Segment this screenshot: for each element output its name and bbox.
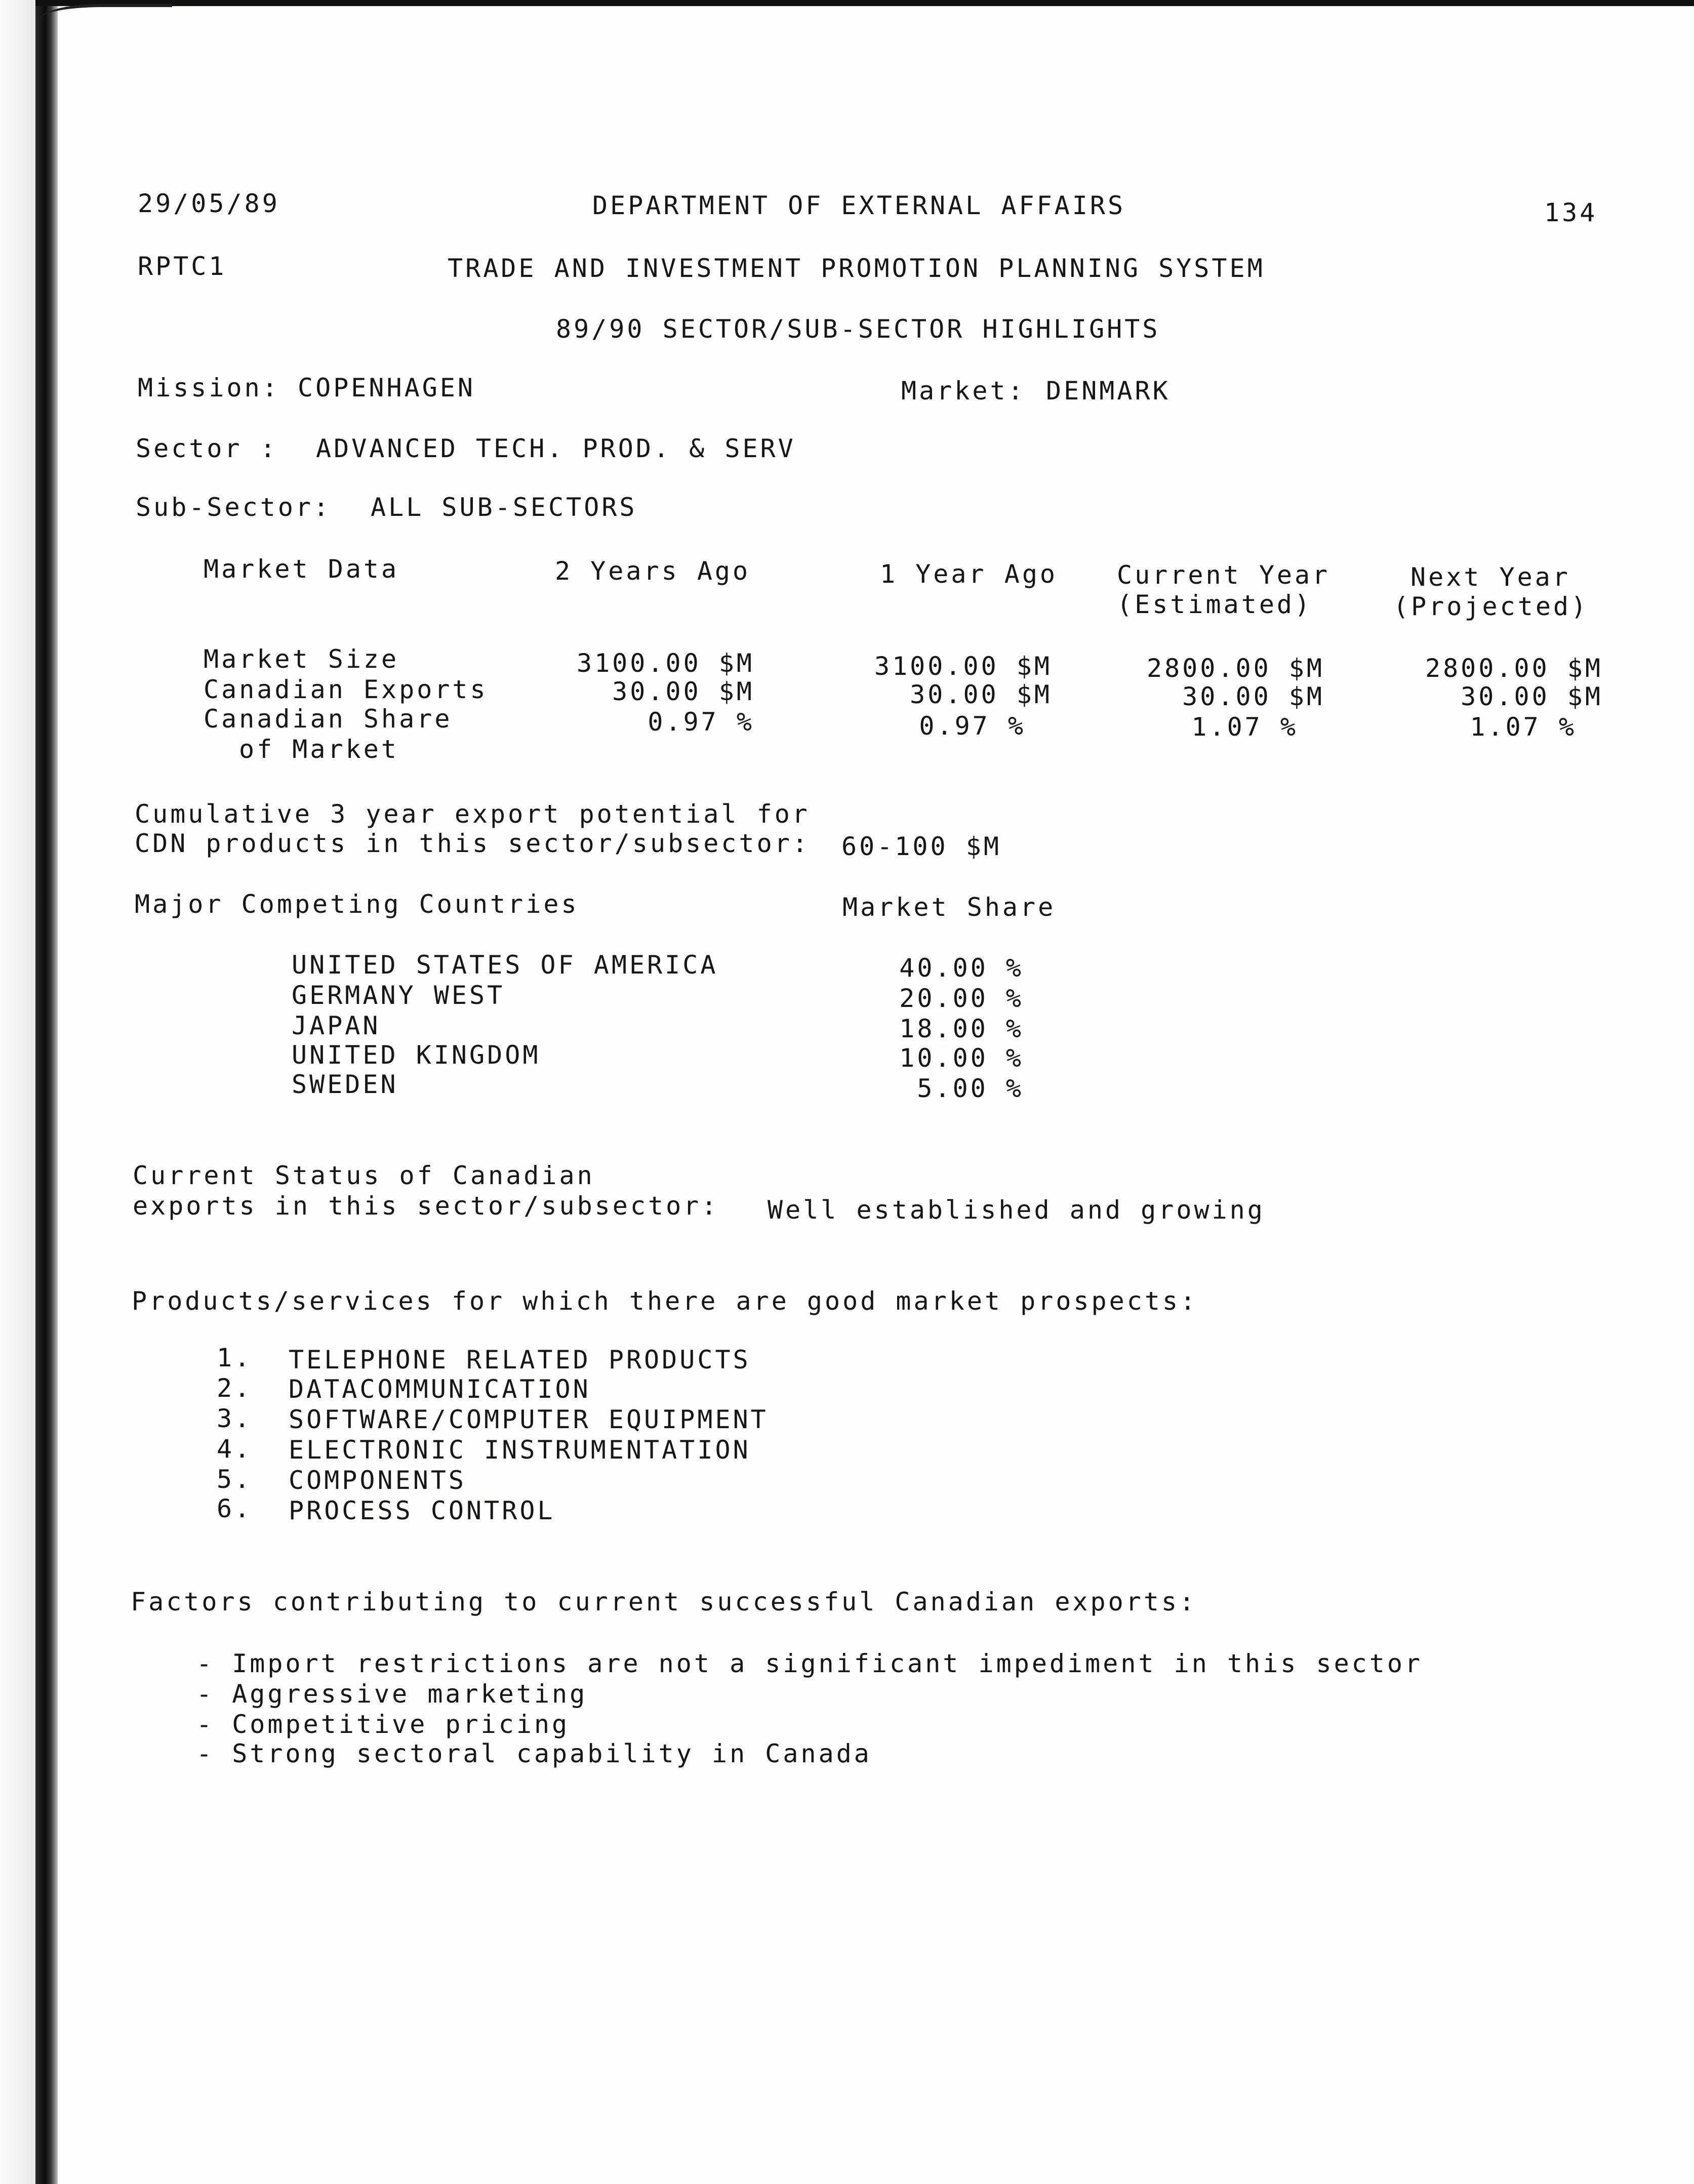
scan-margin [0, 0, 35, 2184]
mission-value: COPENHAGEN [298, 373, 476, 402]
list-item: - Import restrictions are not a significant impediment in this sector [196, 1649, 1423, 1678]
department-name: DEPARTMENT OF EXTERNAL AFFAIRS [592, 191, 1126, 220]
item-number: 2. [217, 1373, 253, 1403]
country-name: UNITED STATES OF AMERICA [292, 950, 718, 980]
table-cell: 30.00 $M [1182, 682, 1324, 711]
potential-value: 60-100 $M [841, 832, 1001, 861]
list-item: - Strong sectoral capability in Canada [196, 1739, 872, 1768]
report-code: RPTC1 [138, 252, 227, 281]
market-value: DENMARK [1046, 376, 1171, 406]
country-name: UNITED KINGDOM [292, 1040, 541, 1070]
table-header-next-year: Next Year [1410, 562, 1570, 592]
report-title: 89/90 SECTOR/SUB-SECTOR HIGHLIGHTS [556, 314, 1160, 344]
item-text: COMPONENTS [289, 1466, 467, 1495]
potential-line-2: CDN products in this sector/subsector: [135, 829, 810, 858]
table-header-estimated: (Estimated) [1117, 590, 1313, 619]
products-heading: Products/services for which there are good market prospects: [132, 1286, 1198, 1316]
scan-corner-curl [41, 4, 172, 22]
country-share: 40.00 % [899, 953, 1024, 983]
subsector-value: ALL SUB-SECTORS [371, 493, 637, 522]
table-cell: 1.07 % [1191, 712, 1298, 742]
status-line-2: exports in this sector/subsector: [133, 1191, 719, 1221]
table-header-2-years-ago: 2 Years Ago [555, 556, 751, 586]
scan-binding-edge [35, 5, 58, 2184]
row-label-continued: of Market [239, 735, 399, 764]
table-header-current-year: Current Year [1117, 560, 1330, 590]
item-number: 3. [217, 1404, 253, 1433]
table-cell: 1.07 % [1470, 712, 1577, 742]
country-share: 5.00 % [917, 1074, 1024, 1103]
country-name: GERMANY WEST [292, 981, 505, 1010]
page-number: 134 [1544, 198, 1598, 227]
item-number: 5. [217, 1465, 253, 1494]
subsector-label: Sub-Sector: [136, 493, 332, 522]
table-cell: 3100.00 $M [874, 652, 1052, 681]
country-share: 18.00 % [899, 1014, 1024, 1043]
table-cell: 2800.00 $M [1146, 654, 1324, 683]
list-item: - Competitive pricing [196, 1710, 570, 1739]
table-cell: 0.97 % [648, 707, 754, 737]
table-cell: 3100.00 $M [576, 649, 754, 678]
status-line-1: Current Status of Canadian [133, 1161, 595, 1190]
potential-line-1: Cumulative 3 year export potential for [135, 799, 810, 829]
item-number: 4. [217, 1434, 253, 1464]
mission-label: Mission: [138, 373, 280, 402]
table-header-1-year-ago: 1 Year Ago [880, 559, 1058, 589]
row-label: Canadian Share [204, 704, 453, 734]
row-label: Canadian Exports [204, 675, 488, 704]
country-share: 10.00 % [899, 1043, 1024, 1073]
item-text: PROCESS CONTROL [289, 1496, 555, 1525]
table-cell: 0.97 % [919, 711, 1026, 741]
table-cell: 30.00 $M [1461, 682, 1603, 711]
item-text: TELEPHONE RELATED PRODUCTS [289, 1345, 751, 1374]
market-share-heading: Market Share [842, 893, 1056, 922]
item-text: DATACOMMUNICATION [289, 1374, 591, 1404]
item-text: SOFTWARE/COMPUTER EQUIPMENT [289, 1405, 769, 1434]
table-header-projected: (Projected) [1393, 592, 1589, 621]
country-name: SWEDEN [292, 1070, 398, 1099]
item-number: 6. [217, 1494, 253, 1523]
table-cell: 2800.00 $M [1425, 654, 1603, 683]
factors-heading: Factors contributing to current successful Canadian exports: [131, 1587, 1197, 1616]
country-name: JAPAN [292, 1011, 381, 1040]
country-share: 20.00 % [899, 984, 1024, 1013]
market-label: Market: [901, 376, 1026, 406]
system-title: TRADE AND INVESTMENT PROMOTION PLANNING SYSTEM [448, 254, 1265, 283]
status-value: Well established and growing [768, 1195, 1265, 1225]
sector-label: Sector : [136, 434, 278, 463]
competitors-heading: Major Competing Countries [135, 889, 579, 919]
row-label: Market Size [204, 644, 399, 674]
table-cell: 30.00 $M [612, 677, 754, 706]
table-cell: 30.00 $M [910, 680, 1052, 709]
item-number: 1. [217, 1343, 253, 1372]
list-item: - Aggressive marketing [196, 1679, 588, 1709]
scan-top-edge [35, 0, 1694, 6]
table-header-market-data: Market Data [204, 554, 399, 584]
report-date: 29/05/89 [138, 189, 280, 218]
item-text: ELECTRONIC INSTRUMENTATION [289, 1435, 751, 1465]
sector-value: ADVANCED TECH. PROD. & SERV [316, 434, 796, 463]
